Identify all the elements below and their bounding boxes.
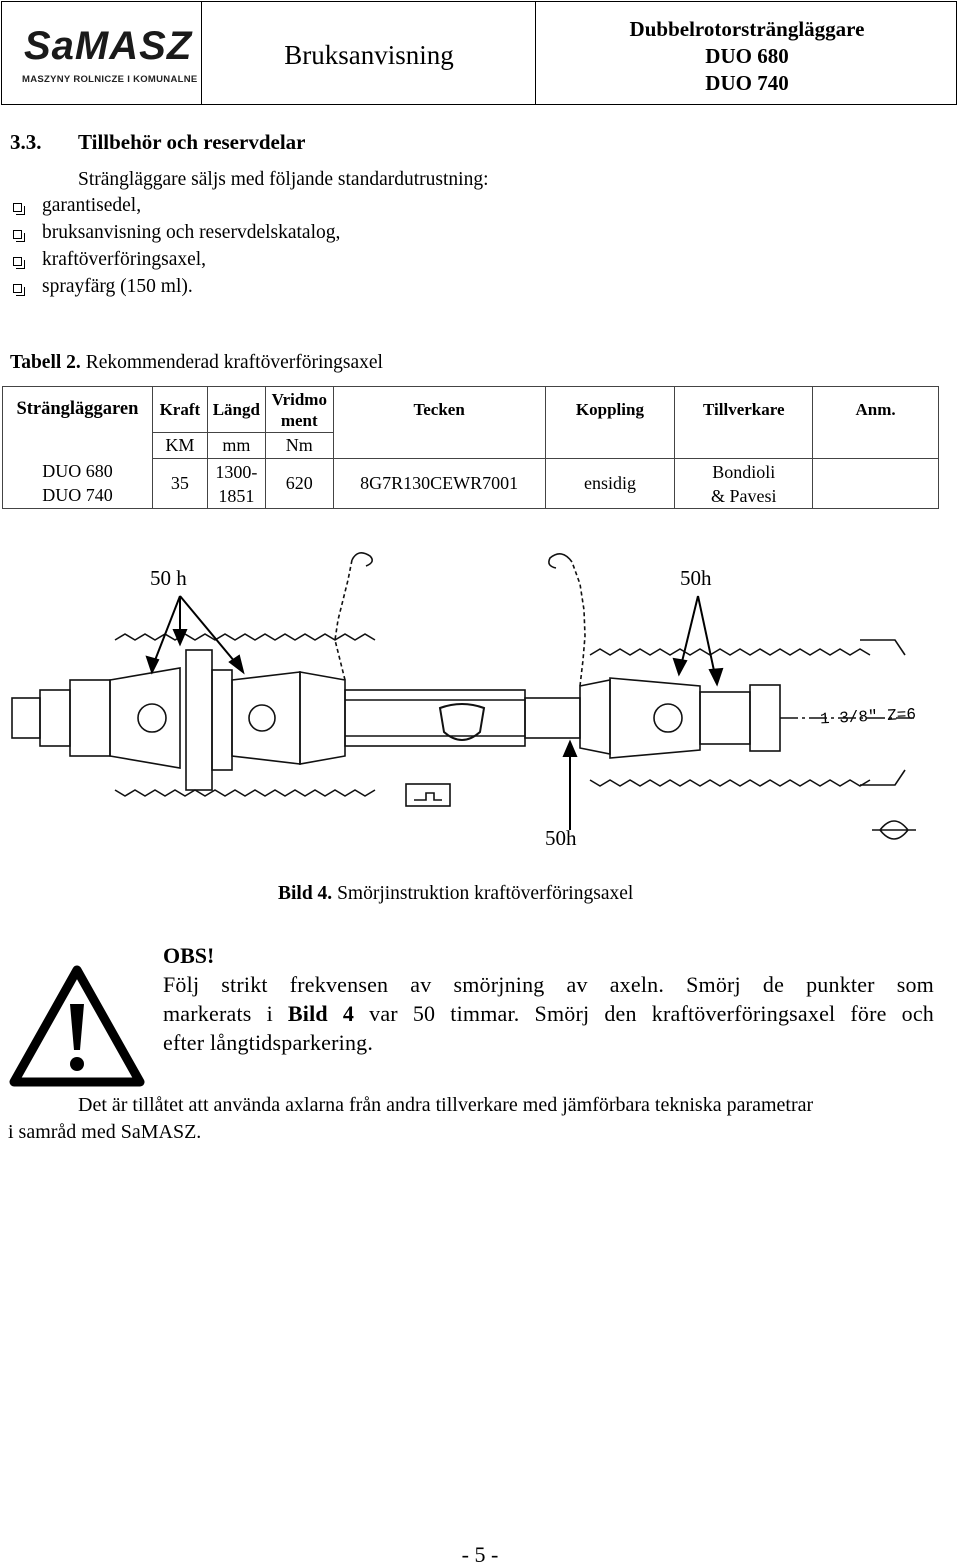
left-guard-cone	[300, 672, 345, 764]
left-yoke	[110, 668, 180, 768]
left-spline-end	[12, 698, 40, 738]
col-header-tillverkare: Tillverkare	[675, 387, 813, 459]
lube-label-left: 50 h	[150, 566, 187, 590]
closing-line-2: i samråd med SaMASZ.	[8, 1121, 202, 1143]
warning-triangle-icon	[8, 964, 146, 1088]
warning-title: OBS!	[163, 943, 215, 968]
warning-line-2	[163, 1001, 934, 1027]
left-chain-hook	[352, 553, 372, 566]
tractor-sticker	[406, 784, 450, 806]
col-header-vridmoment: Vridmoment	[265, 387, 333, 433]
cell-anm	[813, 459, 939, 509]
right-guard-bellows-bottom	[590, 780, 870, 786]
warning-line-2-a: markerats i	[163, 1001, 288, 1026]
lube-arrowhead-icon	[147, 657, 158, 672]
warning-line-1: Följ strikt frekvensen av smörjning av axeln. Smörj de punkter som	[163, 972, 934, 997]
table-header-row	[3, 387, 939, 433]
closing-line-1: Det är tillåtet att använda axlarna från andra tillverkare med jämförbara tekniska parametrar	[78, 1094, 814, 1116]
lube-arrowhead-icon	[174, 630, 186, 644]
section-intro: Strängläggare säljs med följande standardutrustning:	[78, 169, 489, 190]
shear-bolt-symbol	[872, 821, 916, 839]
cell-langd-1: 1300-	[215, 461, 258, 482]
lube-label-bottom: 50h	[545, 826, 577, 850]
checkbox-bullet-icon	[13, 230, 22, 239]
cell-tillverkare-2: & Pavesi	[711, 485, 777, 506]
machine-side-bracket	[860, 640, 905, 785]
pto-shaft-table	[2, 386, 939, 509]
right-hub	[750, 685, 780, 751]
col-header-tecken: Tecken	[333, 387, 545, 459]
cell-models	[3, 459, 153, 509]
checkbox-bullet-icon	[13, 284, 22, 293]
warning-figure-ref: Bild 4	[287, 1001, 355, 1026]
unit-langd: mm	[207, 433, 265, 459]
right-yoke	[610, 678, 700, 758]
figure-caption-text: Smörjinstruktion kraftöverföringsaxel	[332, 883, 634, 904]
page-header	[1, 1, 957, 105]
cell-kraft: 35	[152, 459, 207, 509]
cell-tillverkare-1: Bondioli	[712, 461, 776, 482]
guard-shield-emblem	[440, 704, 484, 740]
page-number: - 5 -	[461, 1542, 499, 1567]
checkbox-bullet-icon	[13, 203, 22, 212]
right-chain-hook	[549, 554, 572, 568]
table-row	[3, 459, 939, 509]
pto-shaft-drawing	[0, 540, 960, 870]
col-header-langd: Längd	[207, 387, 265, 433]
model-680: DUO 680	[705, 44, 789, 68]
table-caption-label: Tabell 2.	[10, 352, 81, 373]
cell-model-680: DUO 680	[42, 461, 113, 482]
right-guard-bellows-top	[590, 649, 870, 655]
right-safety-chain	[572, 562, 585, 686]
wide-angle-disc	[186, 650, 212, 790]
lube-arrow	[698, 596, 716, 680]
product-title-block	[536, 16, 958, 97]
model-740: DUO 740	[705, 71, 789, 95]
warning-line-2-b: var 50 timmar. Smörj den kraftöverföringsaxel före och	[354, 1001, 934, 1026]
outer-tube	[345, 690, 525, 746]
cell-model-740: DUO 740	[42, 485, 113, 506]
col-header-stranglaggaren: Strängläggaren	[3, 387, 153, 459]
lube-arrow	[180, 596, 240, 668]
list-item: sprayfärg (150 ml).	[42, 276, 193, 297]
section-number: 3.3.	[10, 130, 42, 154]
lube-arrow	[680, 596, 698, 670]
table-caption	[10, 352, 383, 374]
col-header-kraft: Kraft	[152, 387, 207, 433]
cell-vridmoment: 620	[265, 459, 333, 509]
list-item: garantisedel,	[42, 195, 142, 216]
col-header-koppling: Koppling	[545, 387, 675, 459]
unit-kraft: KM	[152, 433, 207, 459]
logo-cell	[2, 2, 202, 104]
lube-label-right: 50h	[680, 566, 712, 590]
cell-tecken: 8G7R130CEWR7001	[333, 459, 545, 509]
cell-langd	[207, 459, 265, 509]
unit-vridmoment: Nm	[265, 433, 333, 459]
cell-tillverkare	[675, 459, 813, 509]
samasz-logo: SaMASZ	[24, 24, 193, 68]
lube-arrowhead-icon	[564, 742, 576, 756]
spline-label: 1 3/8" Z=6	[819, 705, 917, 729]
col-header-anm: Anm.	[813, 387, 939, 459]
right-guard-cone	[580, 680, 610, 754]
list-item: bruksanvisning och reservdelskatalog,	[42, 222, 341, 243]
figure-caption	[278, 883, 633, 905]
doc-type: Bruksanvisning	[284, 40, 454, 70]
cell-langd-2: 1851	[218, 485, 255, 506]
left-safety-chain	[335, 560, 352, 680]
logo-tagline: MASZYNY ROLNICZE I KOMUNALNE	[22, 74, 198, 85]
cell-koppling: ensidig	[545, 459, 675, 509]
lube-arrowhead-icon	[674, 659, 686, 674]
checkbox-bullet-icon	[13, 257, 22, 266]
table-caption-text: Rekommenderad kraftöverföringsaxel	[80, 352, 383, 373]
lube-arrowhead-icon	[710, 669, 722, 684]
section-title: Tillbehör och reservdelar	[78, 130, 306, 154]
inner-tube	[525, 698, 580, 738]
list-item: kraftöverföringsaxel,	[42, 249, 207, 270]
left-guard-bellows-bottom	[115, 790, 375, 796]
inner-yoke-left	[232, 672, 300, 764]
warning-line-3: efter långtidsparkering.	[163, 1030, 374, 1055]
figure-caption-label: Bild 4.	[278, 883, 333, 904]
product-title: Dubbelrotorsträngläggare	[629, 17, 865, 41]
